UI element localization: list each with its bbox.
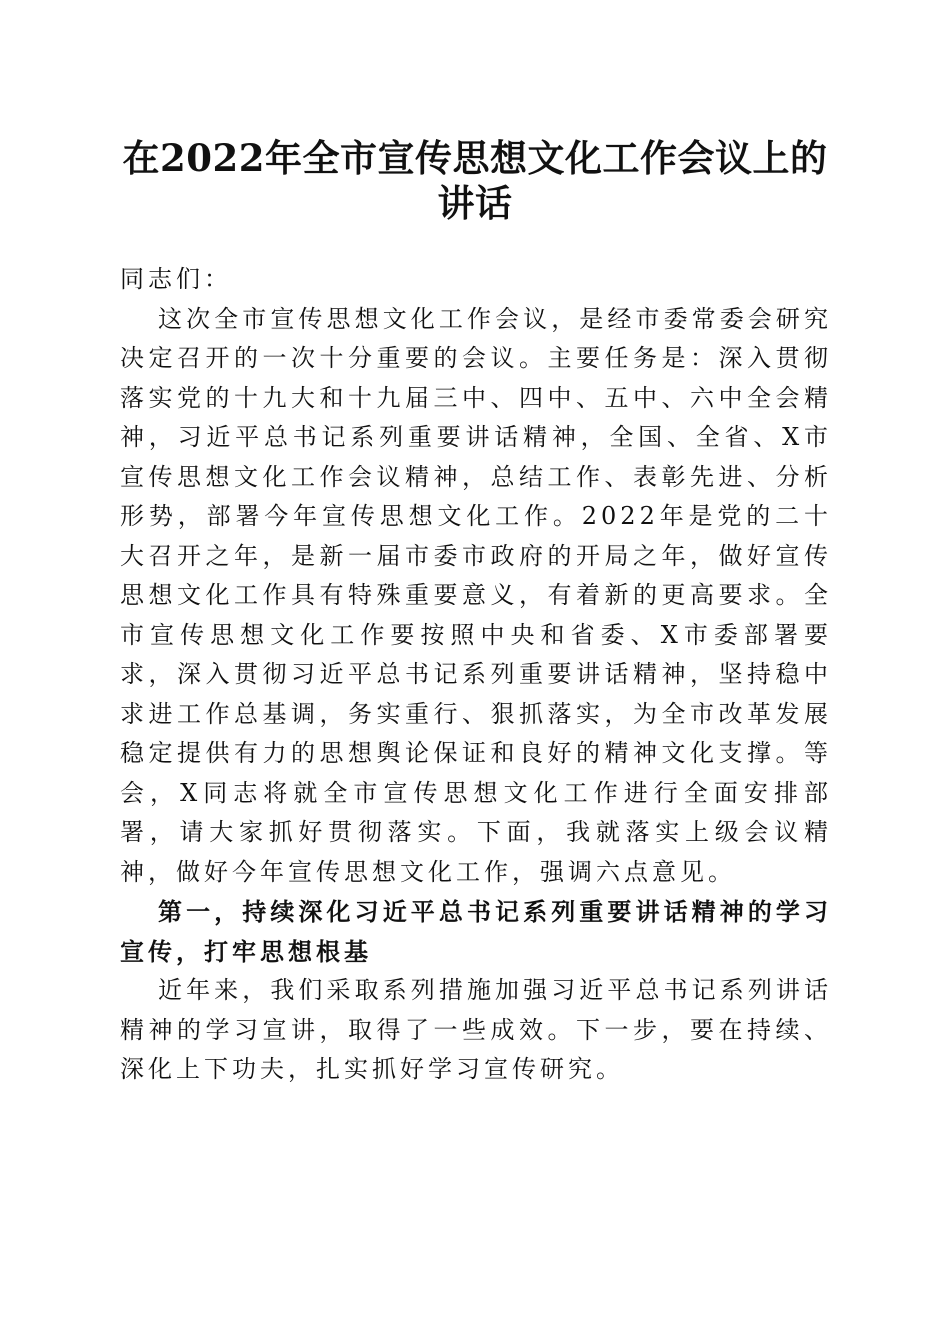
document-title: 在2022年全市宣传思想文化工作会议上的讲话 — [122, 136, 828, 225]
greeting: 同志们： — [120, 265, 232, 293]
section-heading-1: 第一，持续深化习近平总书记系列重要讲话精神的学习宣传，打牢思想根基 — [120, 897, 832, 966]
paragraph-intro: 这次全市宣传思想文化工作会议，是经市委常委会研究决定召开的一次十分重要的会议。主要任务是：深入贯彻落实党的十九大和十九届三中、四中、五中、六中全会精神，习近平总书记系列重要讲话精神，全国、全省、X市宣传思想文化工作会议精神，总结工作、表彰先进、分析形势，部署今年宣传思想文化工作。2022年是党的二十大召开之年，是新一届市委市政府的开局之年，做好宣传思想文化工作具有特殊重要意义，有着新的更高要求。全市宣传思想文化工作要按照中央和省委、X市委部署要求，深入贯彻习近平总书记系列重要讲话精神，坚持稳中求进工作总基调，务实重行、狠抓落实，为全市改革发展稳定提供有力的思想舆论保证和良好的精神文化支撑。等会，X同志将就全市宣传思想文化工作进行全面安排部署，请大家抓好贯彻落实。下面，我就落实上级会议精神，做好今年宣传思想文化工作，强调六点意见。 — [120, 304, 832, 886]
document-body — [120, 260, 832, 1090]
paragraph-section-1: 近年来，我们采取系列措施加强习近平总书记系列讲话精神的学习宣讲，取得了一些成效。下一步，要在持续、深化上下功夫，扎实抓好学习宣传研究。 — [120, 976, 832, 1083]
